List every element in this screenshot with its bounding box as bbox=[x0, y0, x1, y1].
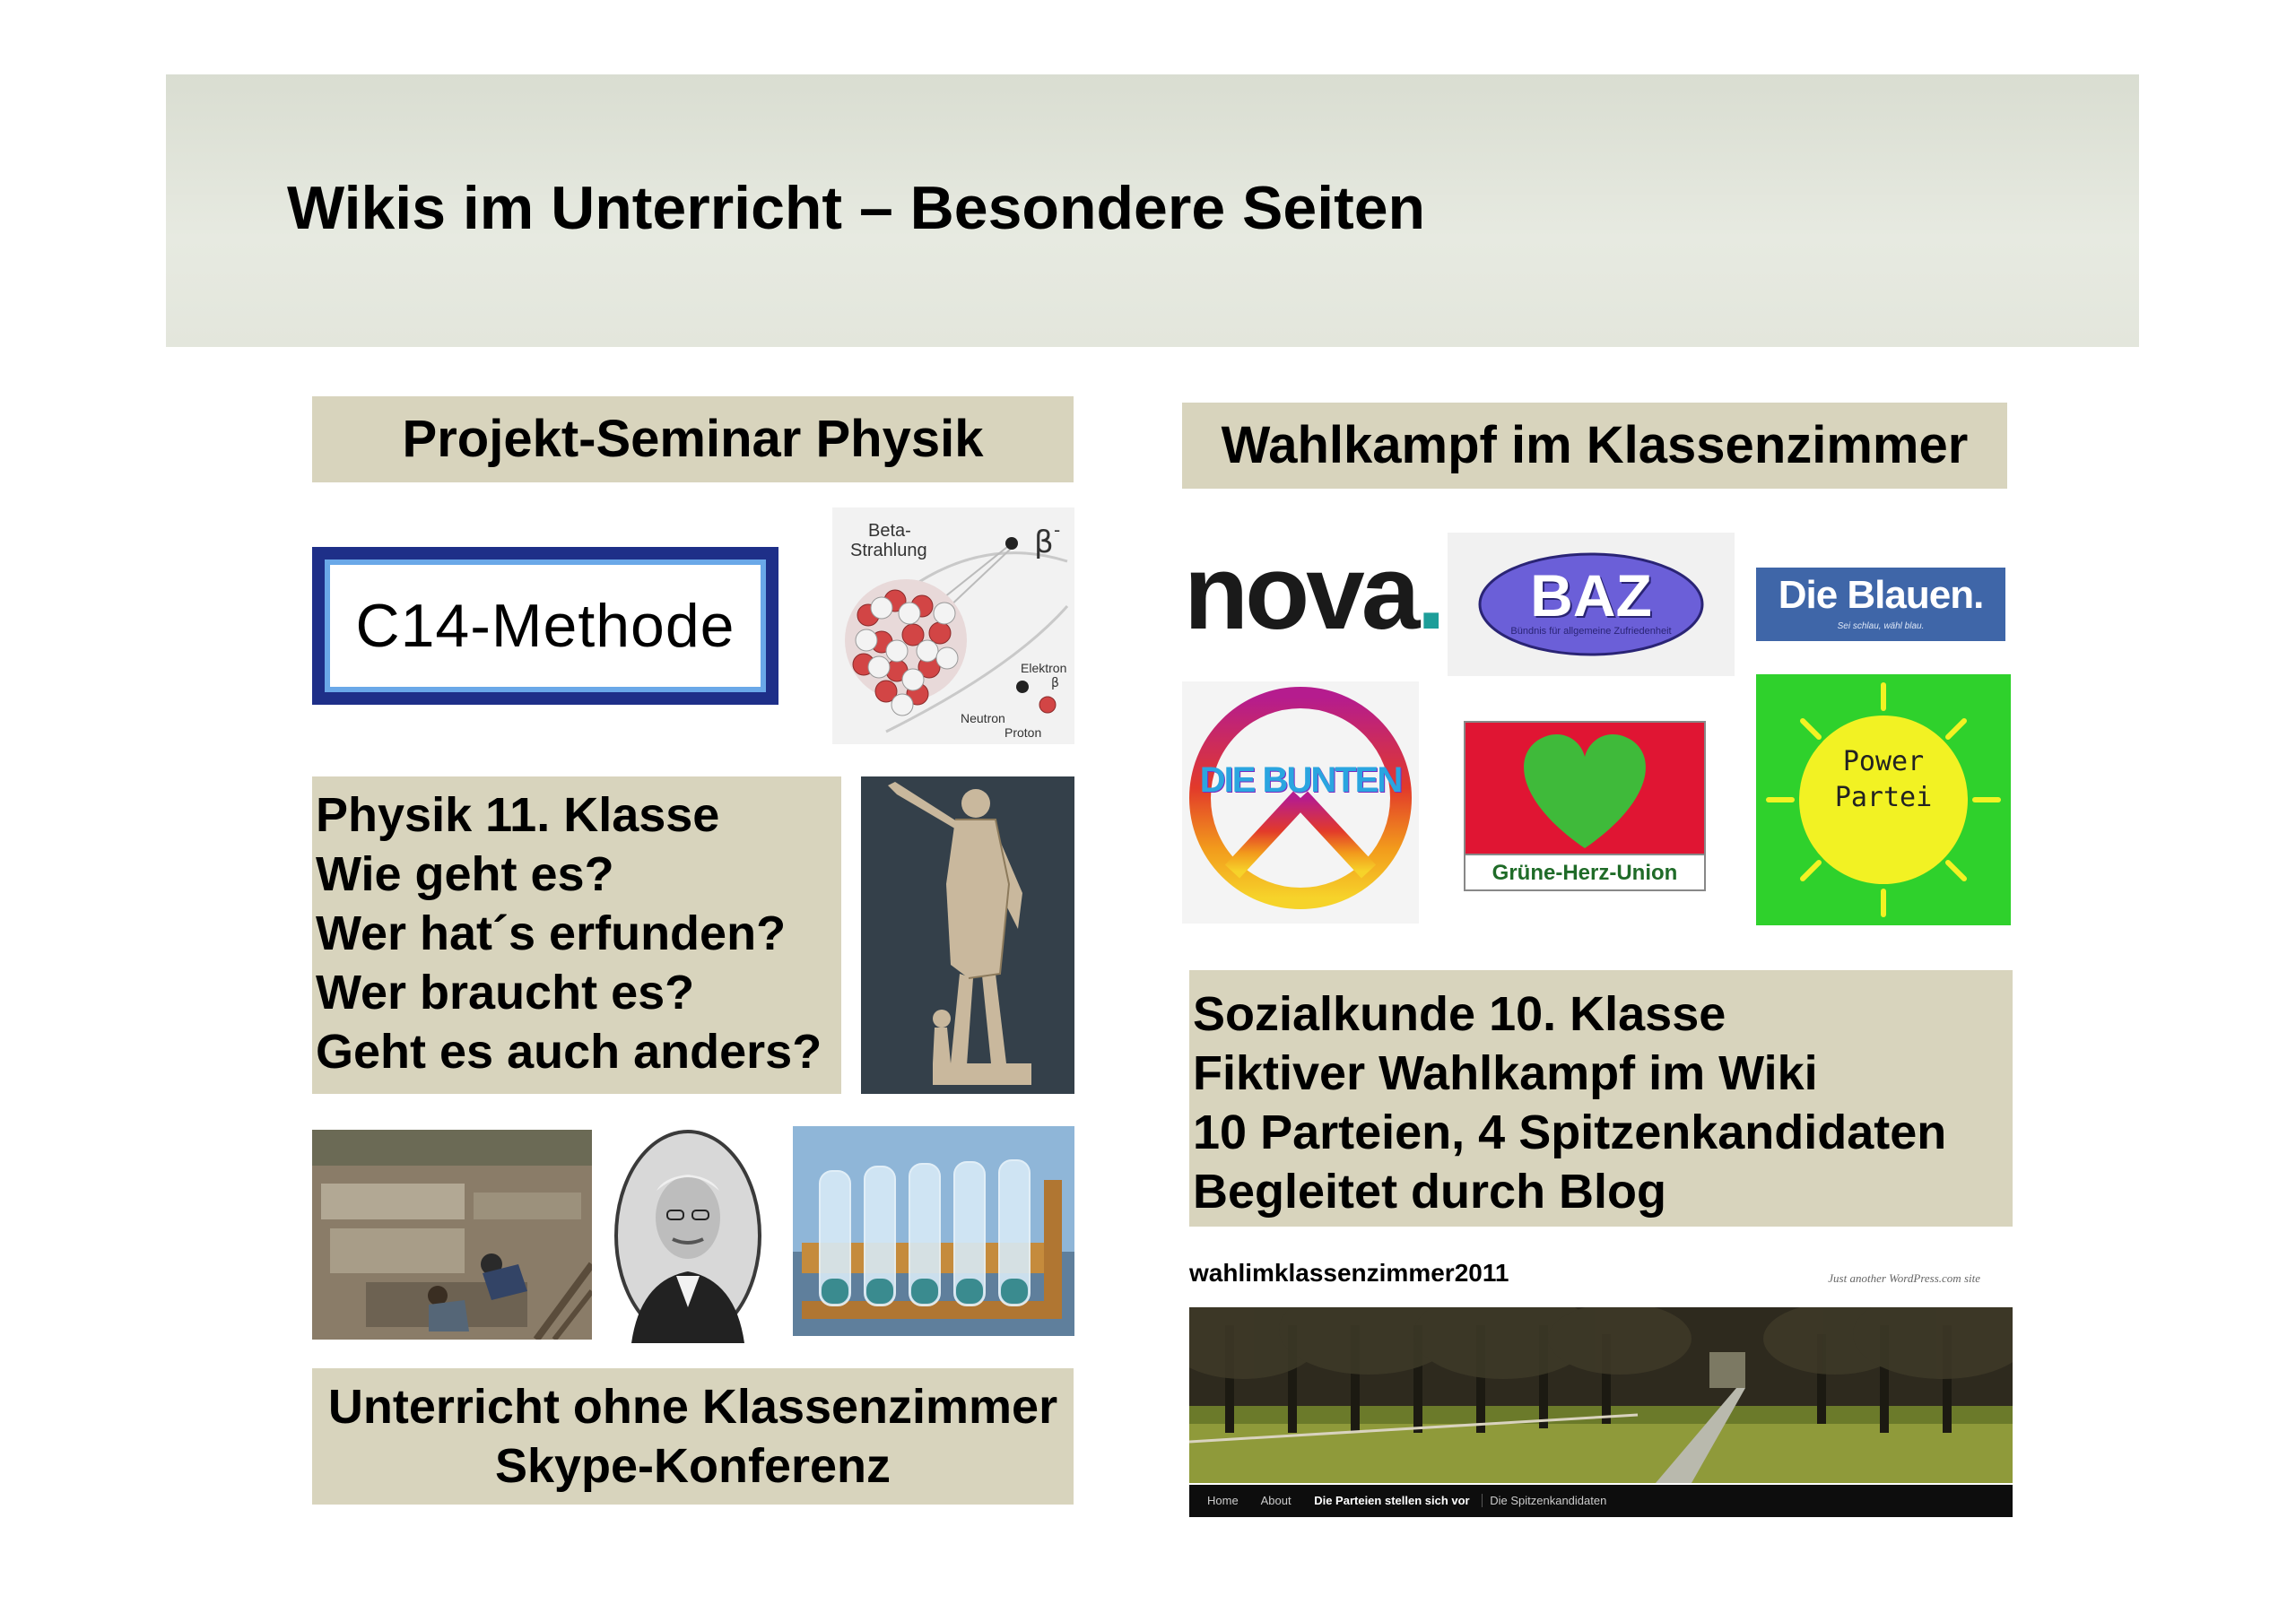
logo-nova-dot: . bbox=[1416, 533, 1443, 652]
blog-header-image bbox=[1189, 1307, 2013, 1483]
section-header-physik: Projekt-Seminar Physik bbox=[312, 396, 1074, 482]
logo-bunten-text: DIE BUNTEN bbox=[1199, 760, 1402, 800]
physik-info-box bbox=[312, 776, 841, 1094]
logo-power-text-1: Power bbox=[1842, 746, 1925, 777]
electron-dot-icon bbox=[1005, 537, 1018, 550]
logo-die-blauen bbox=[1756, 568, 2005, 641]
sozialkunde-info-box bbox=[1189, 970, 2013, 1227]
logo-die-bunten bbox=[1182, 681, 1419, 924]
beta-symbol: β bbox=[1034, 525, 1054, 560]
logo-nova-text: nova bbox=[1184, 533, 1417, 652]
blog-nav-home[interactable]: Home bbox=[1207, 1494, 1239, 1507]
blog-title[interactable]: wahlimklassenzimmer2011 bbox=[1189, 1259, 1509, 1287]
sozial-line: Begleitet durch Blog bbox=[1193, 1165, 1667, 1219]
blog-tagline: Just another WordPress.com site bbox=[1828, 1271, 1980, 1285]
sozial-line: Fiktiver Wahlkampf im Wiki bbox=[1193, 1046, 1818, 1100]
logo-power-text-2: Partei bbox=[1834, 782, 1933, 813]
logo-gruene-herz-union bbox=[1464, 721, 1706, 891]
logo-baz-text: BAZ bbox=[1530, 562, 1652, 629]
blog-nav-parteien[interactable]: Die Parteien stellen sich vor bbox=[1314, 1494, 1470, 1507]
logo-nova bbox=[1184, 533, 1443, 652]
logo-blauen-sub: Sei schlau, wähl blau. bbox=[1837, 621, 1925, 631]
logo-baz-sub: Bündnis für allgemeine Zufriedenheit bbox=[1510, 626, 1672, 637]
blog-nav-about[interactable]: About bbox=[1260, 1494, 1292, 1507]
physik-line: Wie geht es? bbox=[316, 847, 614, 901]
c14-label: C14-Methode bbox=[325, 559, 766, 692]
neutron-label: Neutron bbox=[961, 711, 1005, 725]
logo-herz-text: Grüne-Herz-Union bbox=[1492, 861, 1678, 885]
physik-line: Wer braucht es? bbox=[316, 966, 695, 1019]
blog-nav-bar bbox=[1189, 1485, 2013, 1517]
skype-line: Skype-Konferenz bbox=[494, 1439, 891, 1493]
heart-icon bbox=[1524, 734, 1646, 848]
c14-method-label-box bbox=[312, 547, 778, 705]
skype-info-box bbox=[312, 1368, 1074, 1505]
beta-small-label: β bbox=[1051, 676, 1059, 690]
beta-label-2: Strahlung bbox=[850, 541, 927, 560]
title-band bbox=[166, 74, 2139, 347]
portrait-photo bbox=[613, 1128, 762, 1343]
physik-line: Geht es auch anders? bbox=[316, 1025, 822, 1079]
sozial-line: 10 Parteien, 4 Spitzenkandidaten bbox=[1193, 1106, 1947, 1159]
sozial-line: Sozialkunde 10. Klasse bbox=[1193, 987, 1726, 1041]
statue-photo bbox=[861, 776, 1074, 1094]
slide-title: Wikis im Unterricht – Besondere Seiten bbox=[287, 174, 1426, 242]
logo-baz bbox=[1448, 533, 1735, 676]
proton-label: Proton bbox=[1004, 725, 1042, 740]
blog-nav-spitzenkandidaten[interactable]: Die Spitzenkandidaten bbox=[1482, 1494, 1606, 1507]
excavation-photo bbox=[312, 1130, 592, 1340]
physik-line: Wer hat´s erfunden? bbox=[316, 906, 787, 960]
section-header-wahlkampf: Wahlkampf im Klassenzimmer bbox=[1182, 403, 2007, 489]
logo-power-partei bbox=[1756, 674, 2011, 925]
elektron-label: Elektron bbox=[1021, 661, 1067, 675]
blog-screenshot bbox=[1189, 1253, 2013, 1517]
logo-blauen-text: Die Blauen. bbox=[1778, 573, 1984, 617]
skype-line: Unterricht ohne Klassenzimmer bbox=[327, 1380, 1058, 1434]
physik-line: Physik 11. Klasse bbox=[316, 788, 720, 842]
beta-superscript: - bbox=[1054, 519, 1061, 541]
test-tubes-photo bbox=[793, 1126, 1074, 1336]
beta-radiation-diagram bbox=[832, 507, 1074, 744]
beta-label-1: Beta- bbox=[868, 521, 911, 541]
